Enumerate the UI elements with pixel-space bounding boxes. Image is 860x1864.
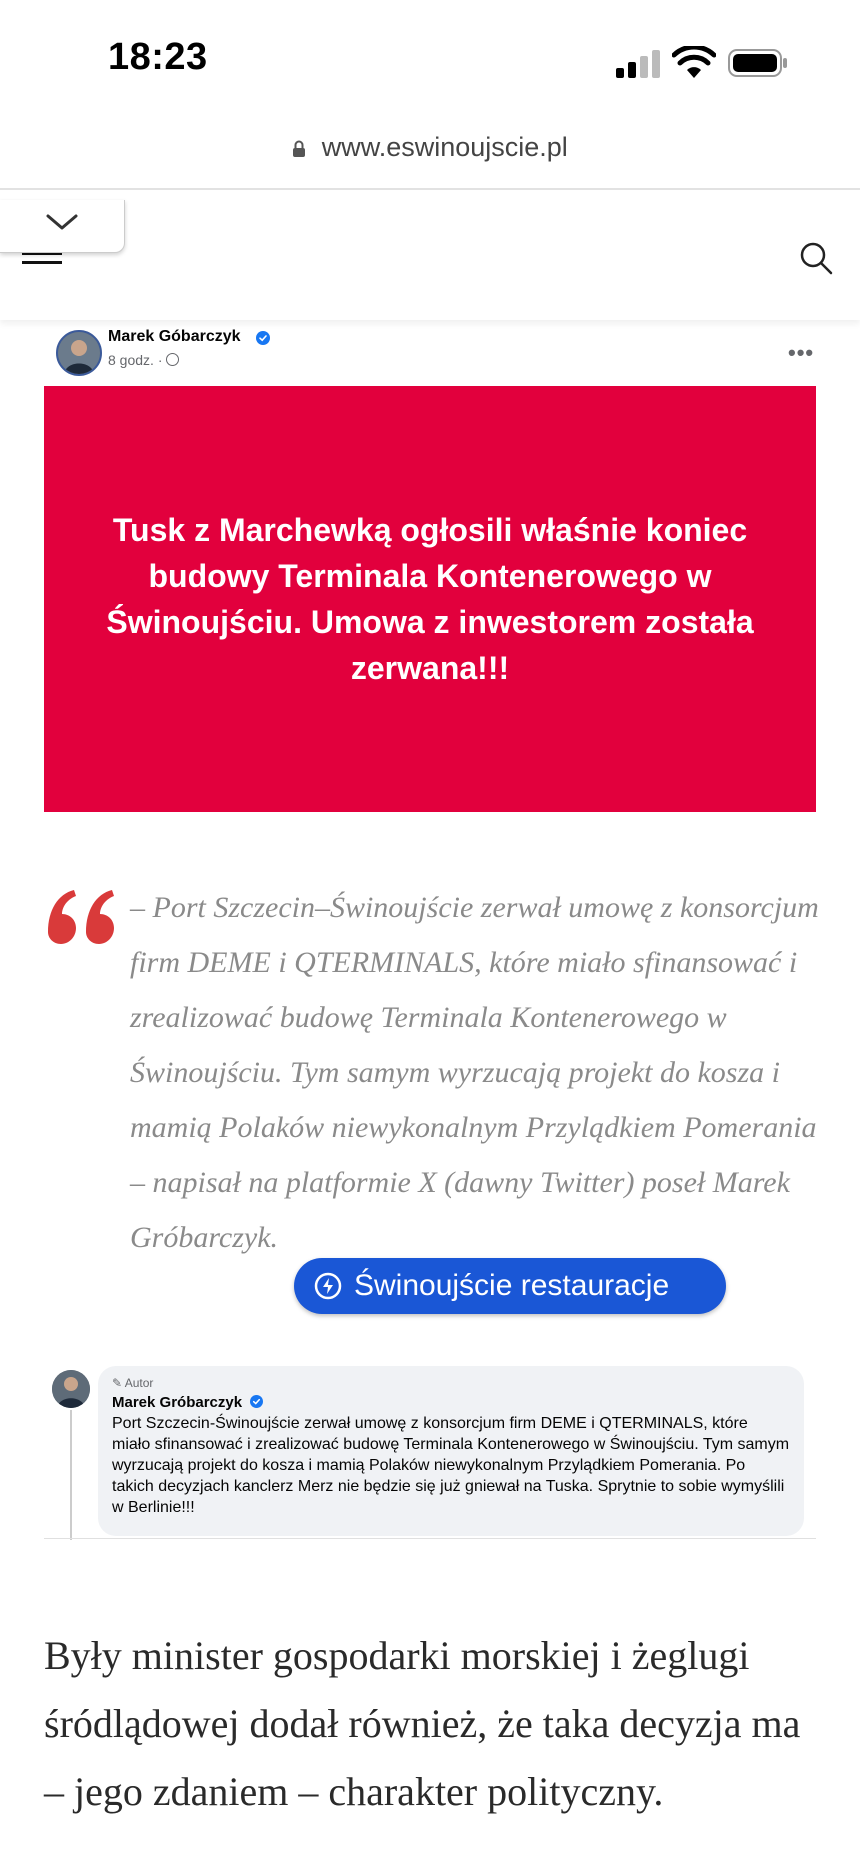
url-bar[interactable] [0, 132, 860, 178]
hamburger-icon[interactable] [22, 252, 62, 270]
comment-avatar [52, 1370, 90, 1408]
bolt-icon [314, 1272, 342, 1300]
verified-icon [256, 331, 270, 345]
url-text: www.eswinoujscie.pl [321, 132, 568, 162]
avatar [56, 330, 102, 376]
more-icon[interactable]: ••• [788, 340, 815, 365]
status-time: 18:23 [108, 36, 208, 78]
comment-text: Port Szczecin-Świnoujście zerwał umowę z konsorcjum firm DEME i QTERMINALS, które miało sfinansować i zrealizować budowę Terminala Kontenerowego w Świnoujściu. Tym samym wyrzucają projekt do kosza i mamią Polaków niewykonalnym Przylądkiem Pomerania. Po takich decyzjach kanclerz Merz nie będzie się już gniewał na Tuska. Sprytnie to sobie wymyślili w Berlinie!!! [112, 1415, 790, 1516]
comment-bubble [98, 1366, 804, 1536]
site-header [0, 190, 860, 320]
chevron-down-icon [0, 200, 124, 252]
battery-icon [728, 48, 788, 78]
search-icon[interactable] [798, 240, 834, 276]
collapse-toolbar-button[interactable] [0, 200, 125, 253]
pencil-icon: ✎ [112, 1376, 125, 1390]
post-image [44, 386, 816, 812]
globe-icon [166, 353, 179, 366]
verified-icon [250, 1395, 263, 1408]
comment-author[interactable]: Marek Gróbarczyk [112, 1394, 243, 1411]
quote-icon [44, 880, 120, 956]
wifi-icon [672, 46, 716, 80]
promo-link-button[interactable] [294, 1258, 726, 1314]
lock-icon [292, 140, 306, 158]
post-time: 8 godz. · [108, 352, 179, 368]
signal-icon [616, 50, 662, 80]
article-paragraph: Były minister gospodarki morskiej i żeglugi śródlądowej dodał również, że taka decyzja ma – jego zdaniem – charakter polityczny. [44, 1633, 801, 1814]
post-image-text: Tusk z Marchewką ogłosili właśnie koniec budowy Terminala Kontenerowego w Świnoujściu. Umowa z inwestorem została zerwana!!! [106, 512, 754, 686]
author-badge: ✎ Autor [112, 1376, 154, 1390]
post-author[interactable]: Marek Góbarczyk [108, 328, 241, 345]
divider [44, 1538, 816, 1539]
promo-link-label: Świnoujście restauracje [354, 1269, 670, 1302]
thread-line [70, 1410, 72, 1540]
article-quote: – Port Szczecin–Świnoujście zerwał umowę z konsorcjum firm DEME i QTERMINALS, które miało sfinansować i zrealizować budowę Terminala Kontenerowego w Świnoujściu. Tym samym wyrzucają projekt do kosza i mamią Polaków niewykonalnym Przylądkiem Pomerania – napisał na platformie X (dawny Twitter) poseł Marek Gróbarczyk. [130, 891, 819, 1254]
